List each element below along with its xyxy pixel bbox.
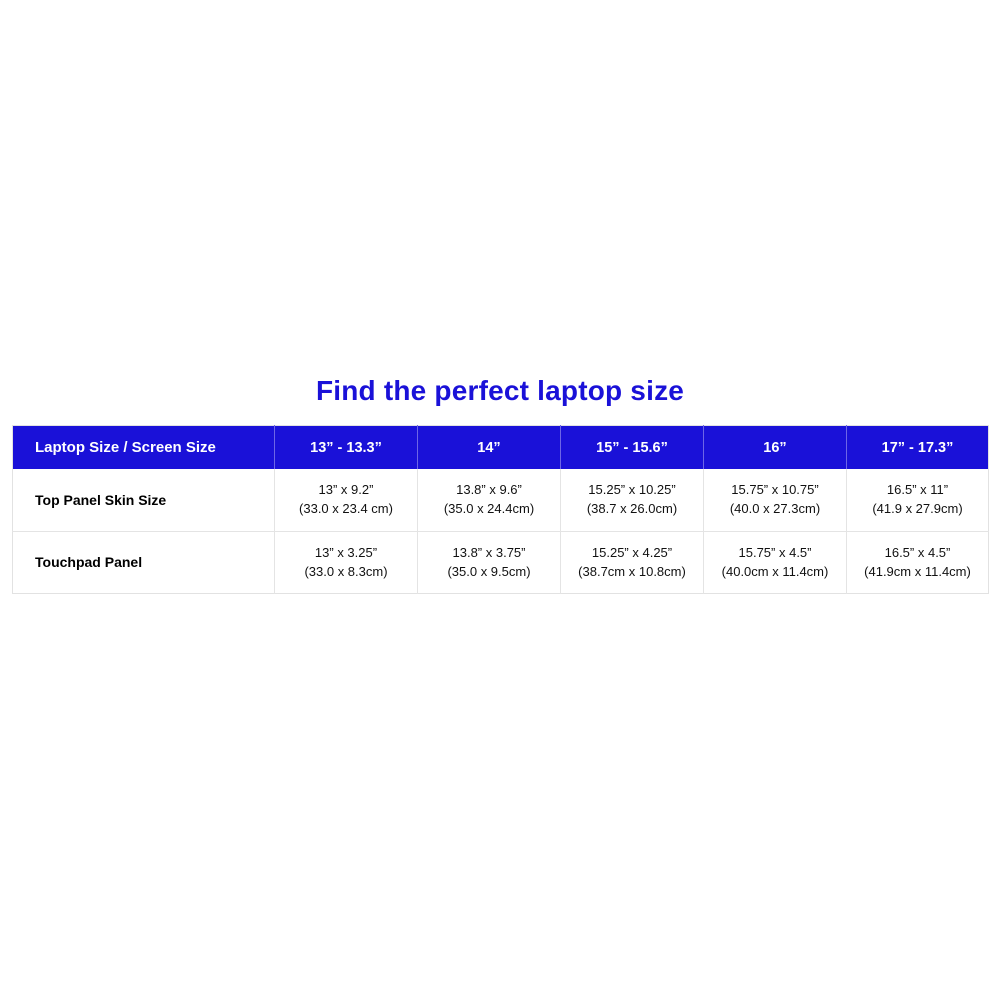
page-title: Find the perfect laptop size [315, 375, 685, 406]
row-label-touchpad-panel: Touchpad Panel [13, 531, 275, 594]
cell-secondary: (33.0 x 23.4 cm) [299, 500, 393, 516]
table-header [13, 426, 989, 470]
cell-primary: 16.5” x 4.5” [884, 544, 951, 560]
table-row [13, 531, 989, 594]
column-header-15: 15” - 15.6” [561, 426, 704, 470]
column-header-laptop-size: Laptop Size / Screen Size [13, 426, 275, 470]
cell-secondary: (40.0cm x 11.4cm) [721, 563, 829, 579]
table-cell [704, 531, 847, 594]
row-label-top-panel-skin-size: Top Panel Skin Size [13, 469, 275, 531]
cell-primary: 13” x 9.2” [318, 482, 374, 497]
cell-primary: 16.5” x 11” [886, 482, 949, 497]
cell-secondary: (33.0 x 8.3cm) [304, 563, 388, 579]
table-cell [418, 469, 561, 531]
cell-secondary: (38.7cm x 10.8cm) [578, 563, 686, 579]
cell-primary: 13” x 3.25” [314, 544, 378, 560]
column-header-13: 13” - 13.3” [275, 426, 418, 470]
cell-primary: 15.25” x 10.25” [588, 482, 676, 497]
table-cell [847, 531, 989, 594]
table-body [13, 469, 989, 594]
column-header-14: 14” [418, 426, 561, 470]
table-cell [418, 531, 561, 594]
cell-primary: 15.75” x 10.75” [731, 482, 819, 497]
cell-secondary: (35.0 x 24.4cm) [443, 500, 535, 516]
table-cell [275, 531, 418, 594]
cell-secondary: (38.7 x 26.0cm) [586, 500, 678, 516]
column-header-16: 16” [704, 426, 847, 470]
cell-secondary: (40.0 x 27.3cm) [729, 500, 821, 516]
column-header-17: 17” - 17.3” [847, 426, 989, 470]
cell-primary: 15.25” x 4.25” [591, 544, 673, 560]
cell-secondary: (41.9cm x 11.4cm) [864, 563, 971, 579]
size-chart-table [12, 425, 989, 594]
table-cell [847, 469, 989, 531]
cell-secondary: (41.9 x 27.9cm) [872, 500, 963, 516]
cell-secondary: (35.0 x 9.5cm) [447, 563, 531, 579]
table-cell [275, 469, 418, 531]
table-row [13, 469, 989, 531]
table-cell [561, 469, 704, 531]
cell-primary: 13.8” x 9.6” [456, 482, 522, 497]
table-header-row [13, 426, 989, 470]
table-cell [704, 469, 847, 531]
cell-primary: 15.75” x 4.5” [738, 544, 812, 560]
laptop-size-guide [12, 375, 988, 594]
cell-primary: 13.8” x 3.75” [452, 544, 526, 560]
table-cell [561, 531, 704, 594]
